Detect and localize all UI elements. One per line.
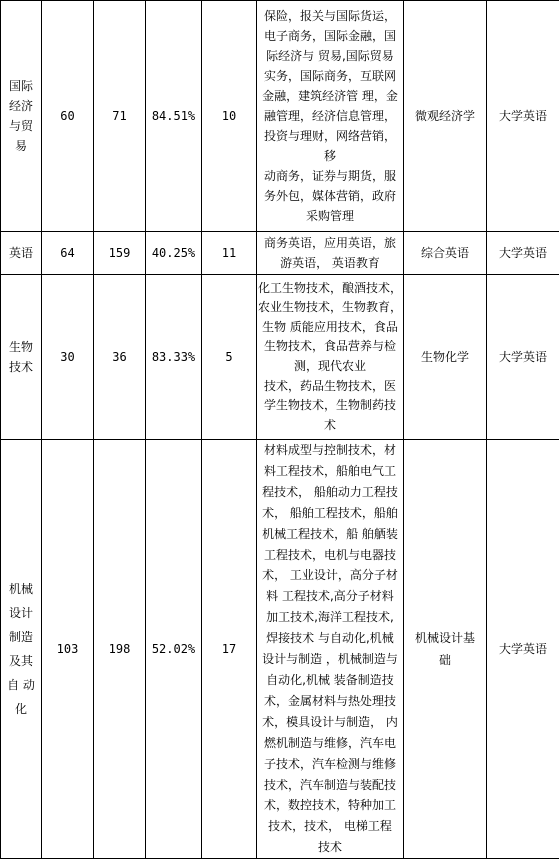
major-name-line: 经济	[1, 96, 41, 116]
count-cell-a: 64	[42, 232, 94, 275]
related-majors-line: 术， 船舶工程技术，船舶	[257, 503, 403, 524]
related-majors-line: 子技术，汽车检测与维修	[257, 754, 403, 775]
count-cell-a: 60	[42, 1, 94, 232]
count-cell-b: 198	[94, 440, 146, 859]
count-cell-c: 17	[202, 440, 257, 859]
related-majors-line: 技术，技术， 电梯工程	[257, 816, 403, 837]
related-majors-line: 术， 工业设计，高分子材	[257, 565, 403, 586]
major-name-cell	[1, 275, 42, 440]
related-majors-line: 移	[257, 146, 403, 166]
related-majors-cell	[257, 275, 404, 440]
major-name-line: 国际	[1, 76, 41, 96]
table-row	[1, 1, 559, 232]
major-name-line: 制造	[1, 625, 41, 649]
related-majors-line: 动商务，证券与期货，服	[257, 166, 403, 186]
related-majors-line: 学生物技术，生物制药技	[257, 396, 403, 416]
english-subject-cell: 大学英语	[487, 1, 559, 232]
related-majors-line: 测，现代农业	[257, 357, 403, 377]
english-subject-cell: 大学英语	[487, 232, 559, 275]
related-majors-line: 务外包，媒体营销，政府	[257, 186, 403, 206]
major-name-line: 与贸	[1, 116, 41, 136]
major-name-line: 机械	[1, 577, 41, 601]
related-majors-line: 投资与理财，网络营销，	[257, 126, 403, 146]
english-subject-cell: 大学英语	[487, 275, 559, 440]
related-majors-line: 材料成型与控制技术，材	[257, 440, 403, 461]
exam-subject-cell	[404, 440, 487, 859]
rate-cell: 40.25%	[146, 232, 202, 275]
table-row	[1, 232, 559, 275]
related-majors-line: 机械工程技术，船 舶舾装	[257, 524, 403, 545]
major-name-line: 易	[1, 136, 41, 156]
major-name-line: 英语	[1, 243, 41, 263]
related-majors-cell	[257, 1, 404, 232]
related-majors-line: 采购管理	[257, 206, 403, 226]
count-cell-a: 103	[42, 440, 94, 859]
related-majors-line: 金融，建筑经济管 理，金	[257, 86, 403, 106]
exam-subject-cell: 微观经济学	[404, 1, 487, 232]
major-name-line: 及其	[1, 649, 41, 673]
related-majors-line: 工程技术，电机与电器技	[257, 545, 403, 566]
related-majors-line: 融管理，经济信息管理，	[257, 106, 403, 126]
count-cell-c: 5	[202, 275, 257, 440]
count-cell-b: 71	[94, 1, 146, 232]
major-name-line: 设计	[1, 601, 41, 625]
related-majors-cell	[257, 440, 404, 859]
related-majors-line: 技术	[257, 837, 403, 858]
related-majors-cell	[257, 232, 404, 275]
related-majors-line: 设计与制造 ，机械制造与	[257, 649, 403, 670]
related-majors-line: 料工程技术，船舶电气工	[257, 461, 403, 482]
major-name-cell	[1, 1, 42, 232]
related-majors-line: 际经济与 贸易,国际贸易	[257, 46, 403, 66]
related-majors-line: 焊接技术 与自动化,机械	[257, 628, 403, 649]
related-majors-line: 化工生物技术，酿酒技术，	[257, 279, 403, 299]
major-name-line: 化	[1, 697, 41, 721]
major-name-line: 自 动	[1, 673, 41, 697]
related-majors-line: 料 工程技术,高分子材料	[257, 586, 403, 607]
related-majors-line: 商务英语，应用英语，旅	[257, 233, 403, 253]
related-majors-line: 生物技术，食品营养与检	[257, 337, 403, 357]
related-majors-line: 生物 质能应用技术，食品	[257, 318, 403, 338]
exam-subject-line: 机械设计基	[404, 627, 486, 649]
major-name-line: 技术	[1, 357, 41, 377]
rate-cell: 83.33%	[146, 275, 202, 440]
table-row	[1, 440, 559, 859]
rate-cell: 52.02%	[146, 440, 202, 859]
rate-cell: 84.51%	[146, 1, 202, 232]
count-cell-a: 30	[42, 275, 94, 440]
related-majors-line: 加工技术,海洋工程技术,	[257, 607, 403, 628]
related-majors-line: 农业生物技术，生物教育，	[257, 298, 403, 318]
table-row	[1, 275, 559, 440]
related-majors-line: 技术，药品生物技术，医	[257, 377, 403, 397]
major-name-cell	[1, 232, 42, 275]
related-majors-line: 电子商务，国际金融，国	[257, 26, 403, 46]
count-cell-c: 10	[202, 1, 257, 232]
exam-subject-line: 础	[404, 649, 486, 671]
count-cell-c: 11	[202, 232, 257, 275]
related-majors-line: 程技术， 船舶动力工程技	[257, 482, 403, 503]
related-majors-line: 术，金属材料与热处理技	[257, 691, 403, 712]
major-name-line: 生物	[1, 337, 41, 357]
related-majors-line: 技术，汽车制造与装配技	[257, 775, 403, 796]
exam-subject-cell: 综合英语	[404, 232, 487, 275]
count-cell-b: 159	[94, 232, 146, 275]
major-name-cell	[1, 440, 42, 859]
related-majors-line: 燃机制造与维修，汽车电	[257, 733, 403, 754]
related-majors-line: 术，数控技术，特种加工	[257, 795, 403, 816]
exam-subject-cell: 生物化学	[404, 275, 487, 440]
related-majors-line: 实务，国际商务，互联网	[257, 66, 403, 86]
english-subject-cell: 大学英语	[487, 440, 559, 859]
related-majors-line: 游英语， 英语教育	[257, 253, 403, 273]
related-majors-line: 术，模具设计与制造， 内	[257, 712, 403, 733]
related-majors-line: 自动化,机械 装备制造技	[257, 670, 403, 691]
related-majors-line: 术	[257, 416, 403, 436]
related-majors-line: 保险，报关与国际货运，	[257, 6, 403, 26]
count-cell-b: 36	[94, 275, 146, 440]
